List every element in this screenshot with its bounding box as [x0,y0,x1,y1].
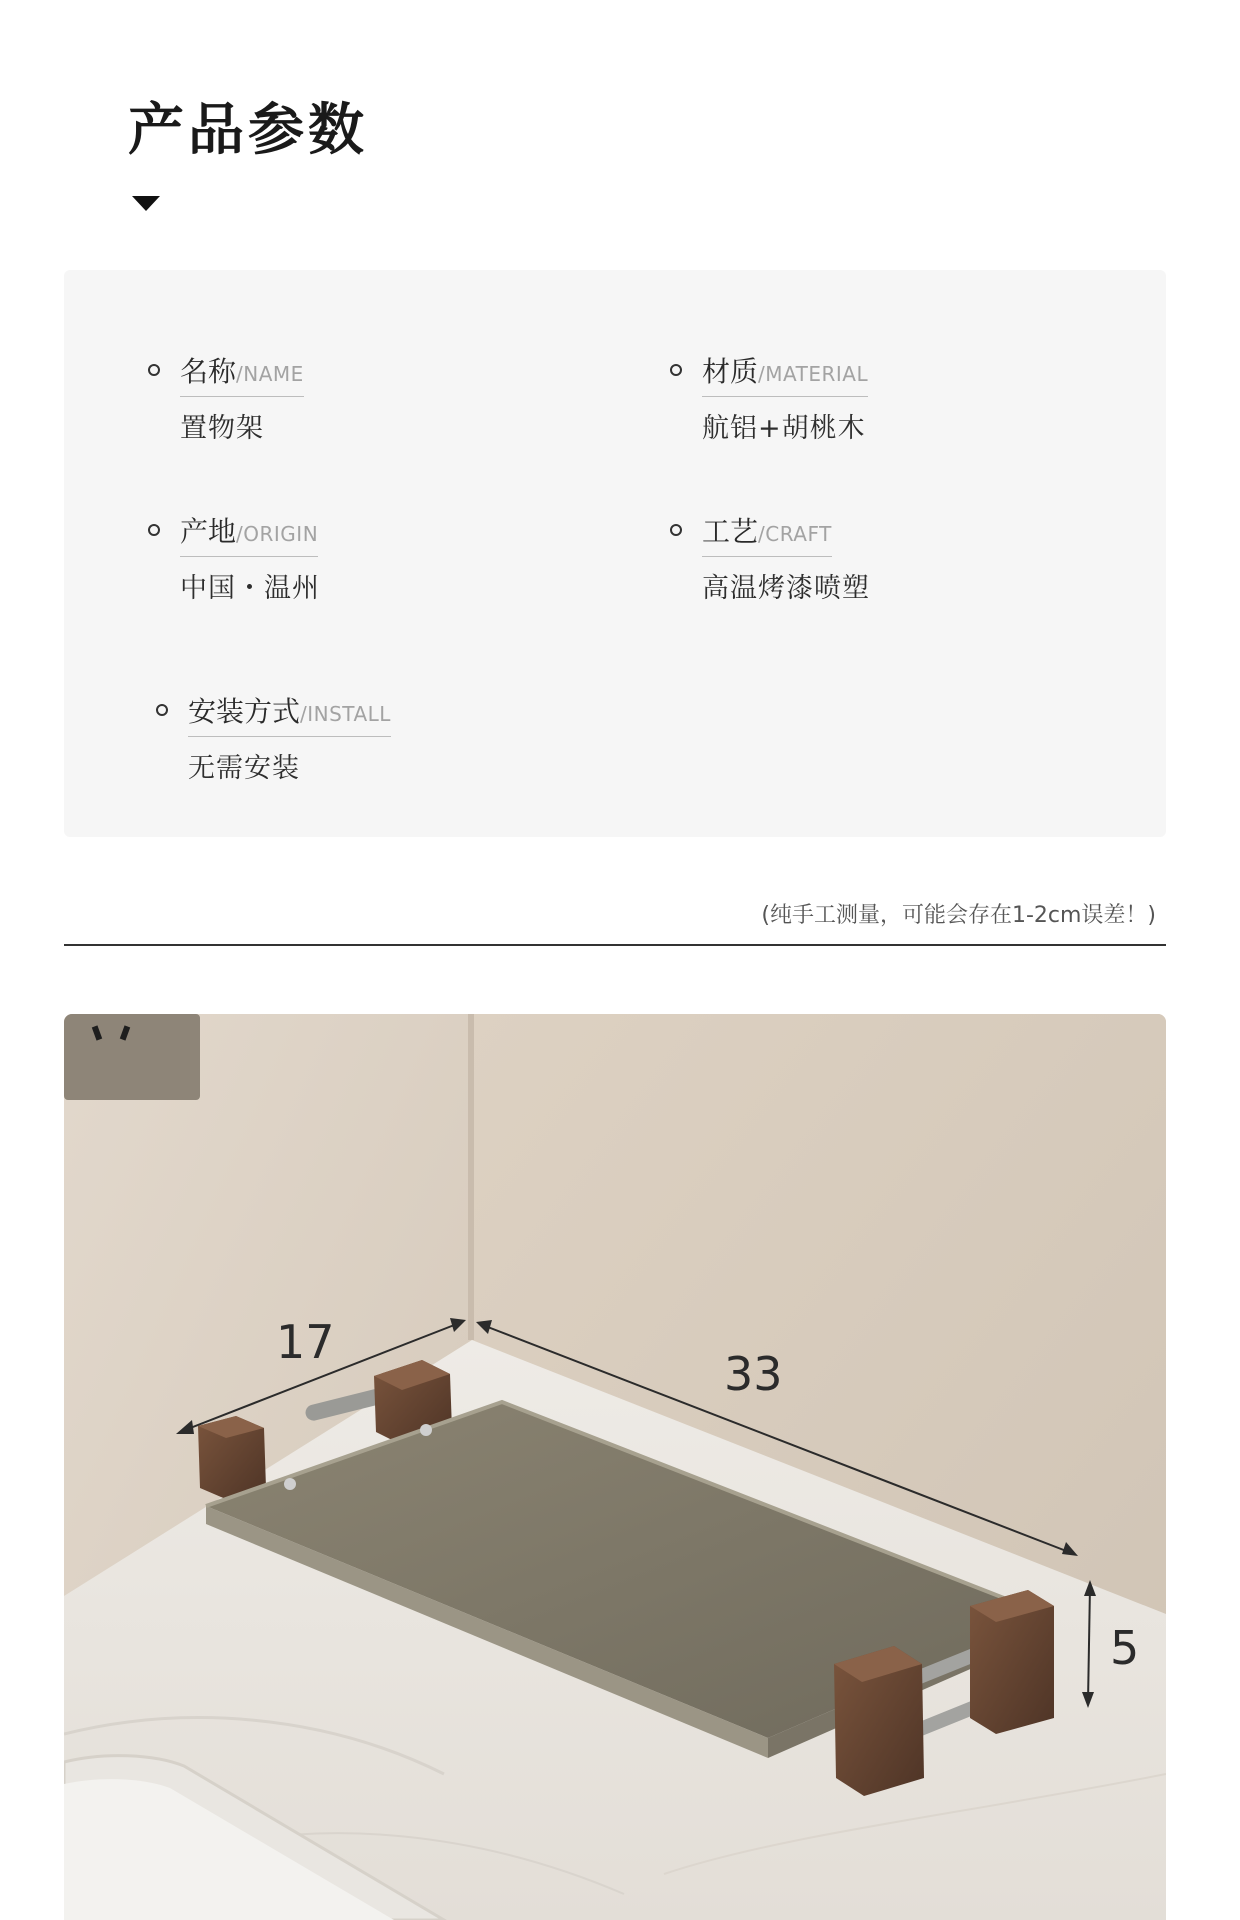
spec-label-en: /NAME [236,362,304,386]
product-illustration [64,1014,1166,1920]
spec-value: 置物架 [180,413,264,444]
spec-label-en: /CRAFT [758,522,832,546]
dimension-height-label: 5 [1110,1621,1140,1675]
spec-label-cn: 工艺 [702,515,759,548]
spec-label-en: /MATERIAL [758,362,869,386]
page-title: 产品参数 [128,98,368,163]
wall-corner [468,1014,474,1340]
bullet-icon [670,364,682,376]
bullet-icon [670,524,682,536]
down-arrow-icon [132,196,160,211]
spec-label-en: /INSTALL [300,702,391,726]
product-photo [64,1014,1166,1920]
spec-label [180,510,318,557]
spec-value: 无需安装 [188,753,300,784]
spec-value: 中国・温州 [180,573,320,604]
divider [64,944,1166,946]
dimension-length-label: 33 [724,1347,783,1401]
wall-outlet-icon [64,1014,200,1100]
spec-label [702,350,868,397]
spec-label [180,350,304,397]
spec-label-cn: 材质 [702,355,759,388]
spec-label-en: /ORIGIN [236,522,319,546]
spec-label-cn: 安装方式 [188,695,301,728]
wood-block-back-right [970,1590,1054,1734]
spec-label [188,690,391,737]
spec-label [702,510,832,557]
bullet-icon [148,524,160,536]
spec-panel [64,270,1166,837]
bullet-icon [148,364,160,376]
spec-value: 航铝+胡桃木 [702,413,866,444]
dimension-depth-label: 17 [276,1315,335,1369]
spec-value: 高温烤漆喷塑 [702,573,870,604]
bullet-icon [156,704,168,716]
wood-block-front-right [834,1646,924,1796]
measurement-note: (纯手工测量，可能会存在1-2cm误差！) [761,903,1156,928]
spec-label-cn: 名称 [180,355,237,388]
spec-label-cn: 产地 [180,515,237,548]
